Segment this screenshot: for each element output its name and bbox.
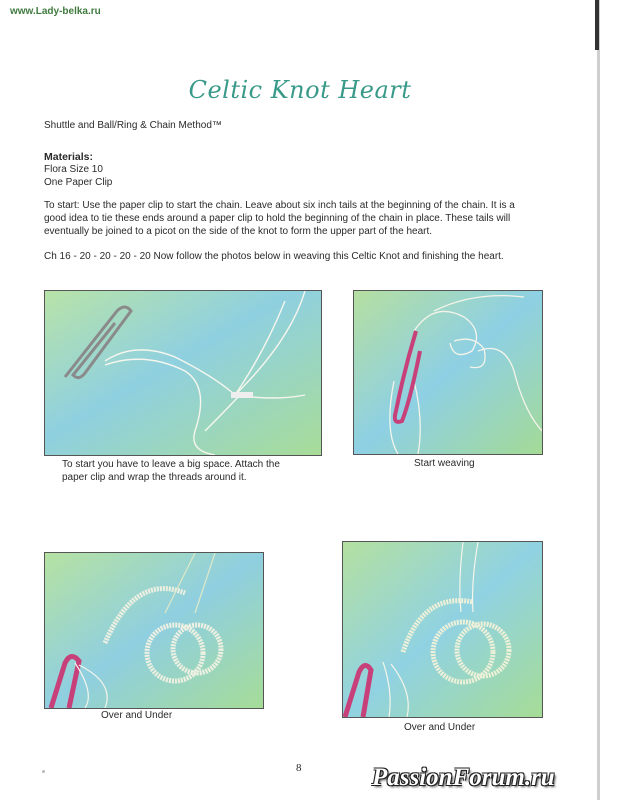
method-subtitle: Shuttle and Ball/Ring & Chain Method™ — [44, 120, 222, 131]
chain-instruction: Ch 16 - 20 - 20 - 20 - 20 Now follow the photos below in weaving this Celtic Knot and finishing the heart. — [44, 251, 504, 262]
instruction-line: To start: Use the paper clip to start the chain. Leave about six inch tails at the beginning of the chain. It is a — [44, 200, 515, 211]
photo-caption: Over and Under — [101, 710, 173, 721]
page-edge-shadow — [595, 0, 599, 50]
photo-over-under-2 — [342, 541, 543, 718]
photo-caption: To start you have to leave a big space. Attach the — [62, 459, 280, 470]
photo-caption: Start weaving — [414, 458, 475, 469]
photo-start-weaving — [353, 290, 543, 455]
site-url[interactable]: www.Lady-belka.ru — [10, 6, 101, 17]
photo-caption: Over and Under — [404, 722, 476, 733]
materials-heading: Materials: — [44, 151, 94, 163]
page-number: 8 — [296, 762, 302, 774]
page-edge — [597, 0, 600, 800]
material-item: One Paper Clip — [44, 177, 113, 188]
scan-speck — [42, 770, 45, 773]
photo-over-under-1 — [44, 552, 264, 709]
photo-caption: paper clip and wrap the threads around it. — [62, 472, 247, 483]
photo-start — [44, 290, 322, 456]
page-title: Celtic Knot Heart — [188, 76, 412, 104]
material-item: Flora Size 10 — [44, 164, 103, 175]
instruction-line: good idea to tie these ends around a paper clip to hold the beginning of the chain in place. These tails will — [44, 213, 511, 224]
instruction-line: eventually be joined to a picot on the side of the knot to form the upper part of the heart. — [44, 226, 433, 237]
watermark: PassionForum.ru — [372, 764, 555, 791]
